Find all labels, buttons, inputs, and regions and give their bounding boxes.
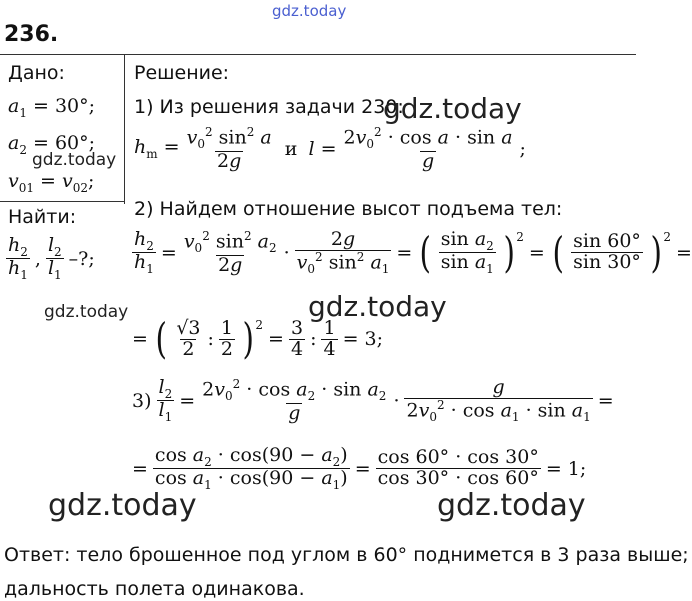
find-expr: $\frac{h_2}{h_1}$ , $\frac{l_2}{l_1}$ –?;: [8, 234, 95, 283]
step2-formula: $\frac{h_2}{h_1}$ = $\frac{v_0^2 \sin^2 a_2}{2g}$ · $\frac{2g}{v_0^2 \sin^2 a_1}$ = ( $\frac{\sin a_2}{\sin a_1}$ ) $^2$ = ( $\frac{\sin 60^\circ}{\sin 30^\circ}$ ) $^2$ =: [134, 227, 692, 277]
watermark: gdz.today: [44, 302, 129, 322]
given-v: $v_{01} = v_{02}$;: [8, 170, 95, 195]
watermark: gdz.today: [308, 290, 447, 323]
watermark: gdz.today: [32, 150, 117, 170]
watermark-top: gdz.today: [272, 2, 347, 20]
watermark: gdz.today: [437, 488, 586, 523]
find-header: Найти:: [8, 206, 77, 228]
step1-formula: $h_m$ = $\frac{v_0^2 \sin^2 a}{2g}$ и l = $\frac{2v_0^2 \cdot \cos a \cdot \sin a}{g}$ ;: [134, 125, 526, 172]
step3-formula: 3) $\frac{l_2}{l_1}$ = $\frac{2v_0^2 \cdot \cos a_2 \cdot \sin a_2}{g}$ · $\frac{g}{2v_0^2 \cdot \cos a_1 \cdot \sin a_1}$ =: [132, 376, 614, 425]
given-divider: [124, 54, 125, 204]
problem-number: 236.: [4, 22, 59, 47]
solution-header: Решение:: [134, 62, 230, 84]
answer-line2: дальность полета одинакова.: [4, 578, 305, 600]
given-header: Дано:: [8, 62, 65, 84]
solution-step1: 1) Из решения задачи 230:: [134, 96, 404, 118]
given-a1: $a_1 = 30^\circ$;: [8, 95, 96, 120]
watermark: gdz.today: [48, 488, 197, 523]
given-find-divider: [0, 201, 124, 202]
watermark: gdz.today: [383, 92, 522, 125]
answer-line1: Ответ: тело брошенное под углом в 60° поднимется в 3 раза выше;: [4, 544, 689, 566]
step3-result: = $\frac{\cos a_2 \cdot \cos(90 - a_2)}{\cos a_1 \cdot \cos(90 - a_1)}$ = $\frac{\cos 60^\circ \cdot \cos 30^\circ}{\cos 30^\circ \cdot \cos 60^\circ}$ = 1;: [132, 444, 587, 493]
solution-step2: 2) Найдем отношение высот подъема тел:: [134, 198, 563, 220]
step2-result: = ( $\frac{√3}{2}$ : $\frac{1}{2}$ ) $^2$ = $\frac{3}{4}$ : $\frac{1}{4}$ = 3;: [132, 314, 384, 363]
top-rule: [0, 54, 636, 55]
given-a2: $a_2 = 60^\circ$;: [8, 132, 96, 157]
